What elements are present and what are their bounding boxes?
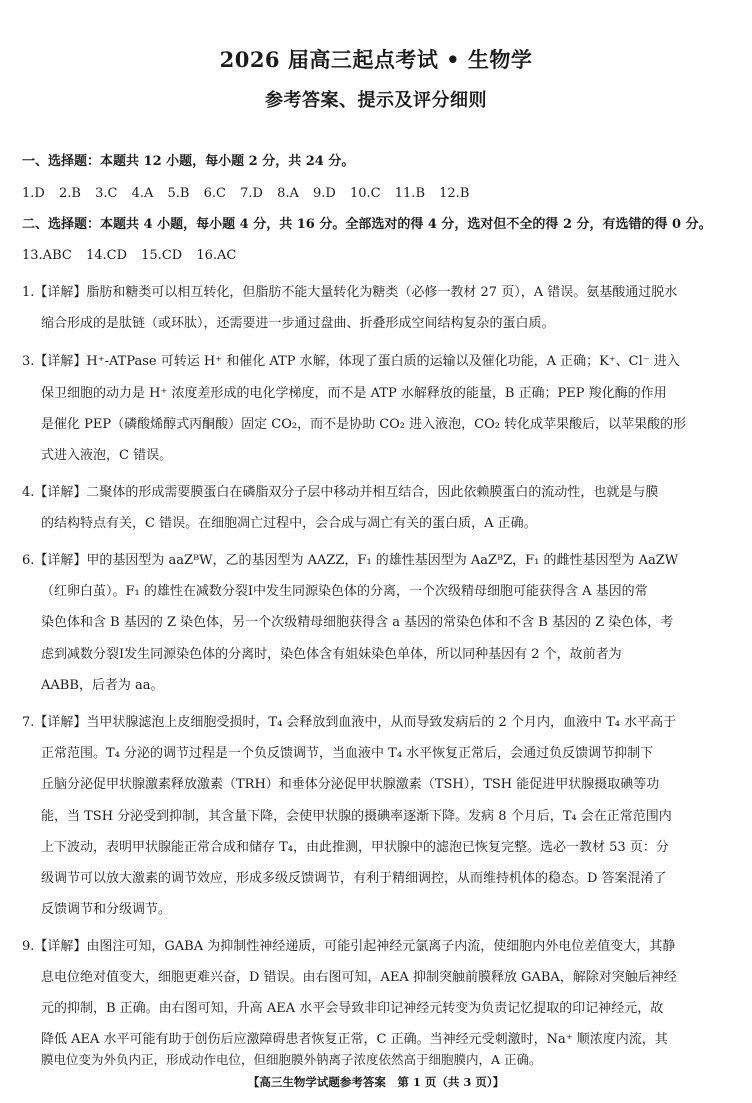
explanation-line: 级调节可以放大激素的调节效应，形成多级反馈调节，有利于精细调控，从而维持机体的稳态。D 答案混淆了 <box>41 871 667 886</box>
answer-item: 1.D <box>22 186 45 201</box>
answer-item: 14.CD <box>85 248 127 263</box>
explanation-line: 缩合形成的是肽链（或环肽），还需要进一步通过盘曲、折叠形成空间结构复杂的蛋白质。 <box>41 316 555 331</box>
explanation-line: 1.【详解】脂肪和糖类可以相互转化，但脂肪不能大量转化为糖类（必修一教材 27 页），A 错误。氨基酸通过脱水 <box>22 285 678 300</box>
answer-item: 11.B <box>394 186 425 201</box>
answer-item: 10.C <box>350 186 381 201</box>
answer-item: 5.B <box>167 186 190 201</box>
answer-item: 16.AC <box>196 248 237 263</box>
answer-item: 4.A <box>131 186 154 201</box>
explanation-line: 保卫细胞的动力是 H⁺ 浓度差形成的电化学梯度，而不是 ATP 水解释放的能量，B 正确；PEP 羧化酶的作用 <box>41 386 667 401</box>
page-footer: 【高三生物学试题参考答案 第 1 页（共 3 页）】 <box>247 1075 505 1089</box>
answer-item: 12.B <box>439 186 470 201</box>
explanation-line: 9.【详解】由图注可知，GABA 为抑制性神经递质，可能引起神经元氯离子内流，使细胞内外电位差值变大，其静 <box>22 939 676 954</box>
document-title: 2026 届高三起点考试 • 生物学 <box>219 47 533 72</box>
answer-item: 15.CD <box>141 248 183 263</box>
explanation-line: 息电位绝对值变大，细胞更难兴奋，D 错误。由右图可知，AEA 抑制突触前膜释放 GABA，解除对突触后神经 <box>41 970 677 985</box>
explanation-line: 上下波动，表明甲状腺能正常合成和储存 T₄，由此推测，甲状腺中的滤泡已恢复完整。选必一教材 53 页：分 <box>41 840 669 855</box>
answer-item: 9.D <box>313 186 336 201</box>
explanation-line: 膜电位变为外负内正，形成动作电位，但细胞膜外钠离子浓度依然高于细胞膜内，A 正确。 <box>41 1052 542 1067</box>
explanation-line: 3.【详解】H⁺-ATPase 可转运 H⁺ 和催化 ATP 水解，体现了蛋白质的运输以及催化功能，A 正确；K⁺、Cl⁻ 进入 <box>22 354 680 369</box>
answer-item: 13.ABC <box>22 248 72 263</box>
explanation-line: AABB，后者为 aa。 <box>41 678 164 693</box>
explanation-line: 4.【详解】二聚体的形成需要膜蛋白在磷脂双分子层中移动并相互结合，因此依赖膜蛋白的流动性，也就是与膜 <box>22 485 659 500</box>
answer-item: 3.C <box>95 186 118 201</box>
explanation-line: 的结构特点有关，C 错误。在细胞凋亡过程中，会合成与凋亡有关的蛋白质，A 正确。 <box>41 516 537 531</box>
explanation-line: （红卵白茧）。F₁ 的雄性在减数分裂Ⅰ中发生同源染色体的分离，一个次级精母细胞可能获得含 A 基因的常 <box>41 584 648 599</box>
section2-heading: 二、选择题：本题共 4 小题，每小题 4 分，共 16 分。全部选对的得 4 分，选对但不全的得 2 分，有选错的得 0 分。 <box>22 217 712 232</box>
section2-answers <box>22 247 738 265</box>
document-subtitle: 参考答案、提示及评分细则 <box>265 90 487 111</box>
explanation-line: 降低 AEA 水平可能有助于创伤后应激障碍患者恢复正常，C 正确。当神经元受刺激时，Na⁺ 顺浓度内流，其 <box>41 1032 668 1047</box>
answer-item: 2.B <box>58 186 81 201</box>
explanation-line: 是催化 PEP（磷酸烯醇式丙酮酸）固定 CO₂，而不是协助 CO₂ 进入液泡，CO₂ 转化成苹果酸后，以苹果酸的形 <box>41 417 687 432</box>
explanation-line: 反馈调节和分级调节。 <box>41 902 172 917</box>
explanation-line: 能，当 TSH 分泌受到抑制，其含量下降，会使甲状腺的摄碘率逐渐下降。发病 8 个月后，T₄ 会在正常范围内 <box>41 809 672 824</box>
explanation-line: 虑到减数分裂Ⅰ发生同源染色体的分离时，染色体含有姐妹染色单体，所以同种基因有 2 个，故前者为 <box>41 647 622 662</box>
explanation-line: 7.【详解】当甲状腺滤泡上皮细胞受损时，T₄ 会释放到血液中，从而导致发病后的 2 个月内，血液中 T₄ 水平高于 <box>22 715 677 730</box>
explanation-line: 元的抑制，B 正确。由右图可知，升高 AEA 水平会导致非印记神经元转变为负责记忆提取的印记神经元，故 <box>41 1001 664 1016</box>
answer-item: 6.C <box>203 186 226 201</box>
explanation-line: 式进入液泡，C 错误。 <box>41 448 173 463</box>
explanation-line: 丘脑分泌促甲状腺激素释放激素（TRH）和垂体分泌促甲状腺激素（TSH），TSH 能促进甲状腺摄取碘等功 <box>41 777 660 792</box>
section1-heading: 一、选择题：本题共 12 小题，每小题 2 分，共 24 分。 <box>22 154 355 169</box>
explanation-line: 正常范围。T₄ 分泌的调节过程是一个负反馈调节，当血液中 T₄ 水平恢复正常后，会通过负反馈调节抑制下 <box>41 746 654 761</box>
section1-answers <box>22 185 738 203</box>
answer-item: 8.A <box>277 186 299 201</box>
answer-item: 7.D <box>240 186 263 201</box>
explanation-line: 染色体和含 B 基因的 Z 染色体，另一个次级精母细胞获得含 a 基因的常染色体和不含 B 基因的 Z 染色体，考 <box>41 615 674 630</box>
explanation-line: 6.【详解】甲的基因型为 aaZᴮW，乙的基因型为 AAZZ，F₁ 的雄性基因型为 AaZᴮZ，F₁ 的雌性基因型为 AaZW <box>22 553 679 568</box>
